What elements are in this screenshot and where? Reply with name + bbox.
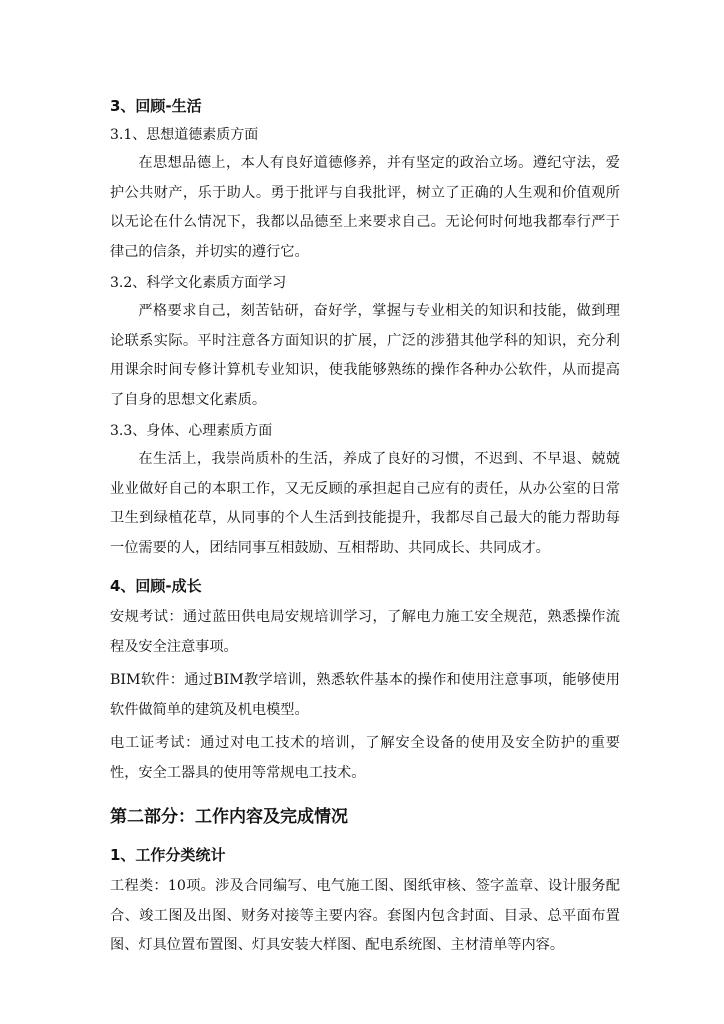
document-body bbox=[110, 95, 620, 965]
section-heading-review-growth: 4、回顾-成长 bbox=[110, 577, 202, 595]
subsection-title-science: 3.2、科学文化素质方面学习 bbox=[110, 275, 287, 291]
subsection-title-moral: 3.1、思想道德素质方面 bbox=[110, 127, 259, 143]
subsection-title-physical: 3.3、身体、心理素质方面 bbox=[110, 423, 273, 439]
paragraph-science: 严格要求自己，刻苦钻研，奋好学，掌握与专业相关的知识和技能，做到理论联系实际。平时注意各方面知识的扩展，广泛的涉猎其他学科的知识，充分利用课余时间专修计算机专业知识，使我能够熟练的操作各种办公软件，从而提高了自身的思想文化素质。 bbox=[110, 303, 620, 408]
part-heading-work-content: 第二部分：工作内容及完成情况 bbox=[110, 807, 348, 827]
paragraph-electrician-exam: 电工证考试：通过对电工技术的培训，了解安全设备的使用及安全防护的重要性，安全工器具的使用等常规电工技术。 bbox=[110, 735, 620, 781]
paragraph-engineering: 工程类：10项。涉及合同编写、电气施工图、图纸审核、签字盖章、设计服务配合、竣工图及出图、财务对接等主要内容。套图内包含封面、目录、总平面布置图、灯具位置布置图、灯具安装大样图、配电系统图、主材清单等内容。 bbox=[110, 878, 620, 953]
section-heading-review-life: 3、回顾-生活 bbox=[110, 97, 202, 115]
paragraph-moral: 在思想品德上，本人有良好道德修养，并有坚定的政治立场。遵纪守法，爱护公共财产，乐于助人。勇于批评与自我批评，树立了正确的人生观和价值观所以无论在什么情况下，我都以品德至上来要求自己。无论何时何地我都奉行严于律己的信条，并切实的遵行它。 bbox=[110, 155, 620, 260]
section-heading-work-stats: 1、工作分类统计 bbox=[110, 846, 226, 864]
paragraph-physical: 在生活上，我崇尚质朴的生活，养成了良好的习惯，不迟到、不早退、兢兢业业做好自己的本职工作，又无反顾的承担起自己应有的责任，从办公室的日常卫生到绿植花草，从同事的个人生活到技能提升，我都尽自己最大的能力帮助每一位需要的人，团结同事互相鼓励、互相帮助、共同成长、共同成才。 bbox=[110, 451, 620, 556]
paragraph-bim-software: BIM软件：通过BIM教学培训，熟悉软件基本的操作和使用注意事项，能够使用软件做简单的建筑及机电模型。 bbox=[110, 672, 620, 718]
paragraph-safety-exam: 安规考试：通过蓝田供电局安规培训学习，了解电力施工安全规范，熟悉操作流程及安全注意事项。 bbox=[110, 609, 620, 655]
